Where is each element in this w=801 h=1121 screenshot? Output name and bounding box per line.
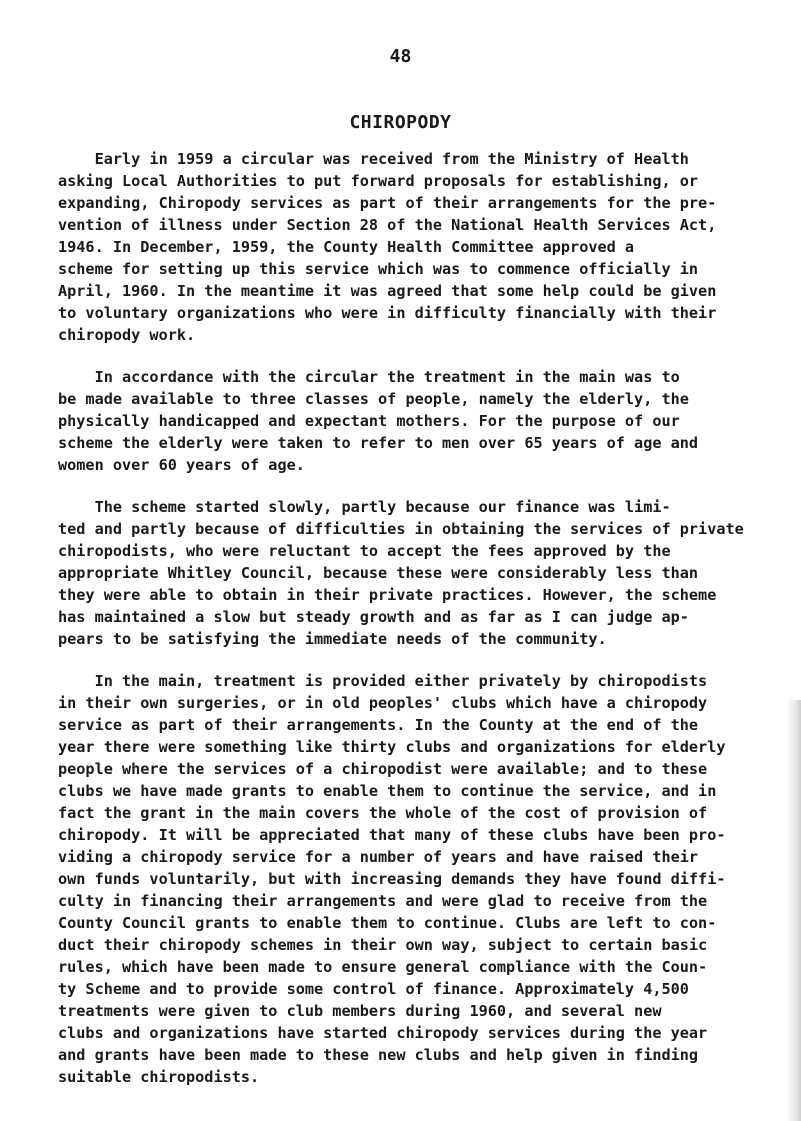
paragraph bbox=[58, 496, 758, 650]
text-line: clubs and organizations have started chiropody services during the year bbox=[58, 1024, 708, 1042]
text-line: duct their chiropody schemes in their own way, subject to certain basic bbox=[58, 936, 708, 954]
text-line: ted and partly because of difficulties in obtaining the services of private bbox=[58, 520, 744, 538]
text-line: to voluntary organizations who were in difficulty financially with their bbox=[58, 304, 717, 322]
text-line: vention of illness under Section 28 of the National Health Services Act, bbox=[58, 216, 717, 234]
text-line: In the main, treatment is provided either privately by chiropodists bbox=[58, 672, 708, 690]
text-line: physically handicapped and expectant mothers. For the purpose of our bbox=[58, 412, 680, 430]
text-line: treatments were given to club members during 1960, and several new bbox=[58, 1002, 662, 1020]
text-line: Early in 1959 a circular was received from the Ministry of Health bbox=[58, 150, 689, 168]
text-line: people where the services of a chiropodist were available; and to these bbox=[58, 760, 708, 778]
text-line: viding a chiropody service for a number of years and have raised their bbox=[58, 848, 699, 866]
text-line: The scheme started slowly, partly because our finance was limi- bbox=[58, 498, 671, 516]
text-line: 1946. In December, 1959, the County Health Committee approved a bbox=[58, 238, 635, 256]
text-line: April, 1960. In the meantime it was agreed that some help could be given bbox=[58, 282, 717, 300]
text-line: rules, which have been made to ensure general compliance with the Coun- bbox=[58, 958, 708, 976]
text-line: pears to be satisfying the immediate needs of the community. bbox=[58, 630, 607, 648]
text-line: clubs we have made grants to enable them to continue the service, and in bbox=[58, 782, 717, 800]
text-line: chiropodists, who were reluctant to accept the fees approved by the bbox=[58, 542, 671, 560]
text-line: and grants have been made to these new clubs and help given in finding bbox=[58, 1046, 699, 1064]
page-edge-shadow bbox=[787, 700, 801, 1121]
text-line: be made available to three classes of people, namely the elderly, the bbox=[58, 390, 689, 408]
text-line: women over 60 years of age. bbox=[58, 456, 305, 474]
paragraph bbox=[58, 366, 758, 476]
page-number: 48 bbox=[389, 46, 412, 67]
text-line: scheme the elderly were taken to refer to men over 65 years of age and bbox=[58, 434, 699, 452]
text-line: asking Local Authorities to put forward proposals for establishing, or bbox=[58, 172, 699, 190]
text-line: service as part of their arrangements. In the County at the end of the bbox=[58, 716, 699, 734]
text-line: suitable chiropodists. bbox=[58, 1068, 260, 1086]
text-line: has maintained a slow but steady growth and as far as I can judge ap- bbox=[58, 608, 689, 626]
text-line: appropriate Whitley Council, because these were considerably less than bbox=[58, 564, 699, 582]
text-line: County Council grants to enable them to continue. Clubs are left to con- bbox=[58, 914, 717, 932]
text-line: chiropody work. bbox=[58, 326, 196, 344]
body-text bbox=[58, 148, 758, 1108]
text-line: year there were something like thirty clubs and organizations for elderly bbox=[58, 738, 726, 756]
text-line: ty Scheme and to provide some control of finance. Approximately 4,500 bbox=[58, 980, 689, 998]
text-line: they were able to obtain in their private practices. However, the scheme bbox=[58, 586, 717, 604]
text-line: expanding, Chiropody services as part of their arrangements for the pre- bbox=[58, 194, 717, 212]
paragraph bbox=[58, 670, 758, 1088]
text-line: own funds voluntarily, but with increasing demands they have found diffi- bbox=[58, 870, 726, 888]
text-line: In accordance with the circular the treatment in the main was to bbox=[58, 368, 680, 386]
text-line: in their own surgeries, or in old peoples' clubs which have a chiropody bbox=[58, 694, 708, 712]
section-heading: CHIROPODY bbox=[349, 112, 452, 133]
paragraph bbox=[58, 148, 758, 346]
text-line: scheme for setting up this service which was to commence officially in bbox=[58, 260, 699, 278]
text-line: fact the grant in the main covers the whole of the cost of provision of bbox=[58, 804, 708, 822]
text-line: culty in financing their arrangements and were glad to receive from the bbox=[58, 892, 708, 910]
text-line: chiropody. It will be appreciated that many of these clubs have been pro- bbox=[58, 826, 726, 844]
